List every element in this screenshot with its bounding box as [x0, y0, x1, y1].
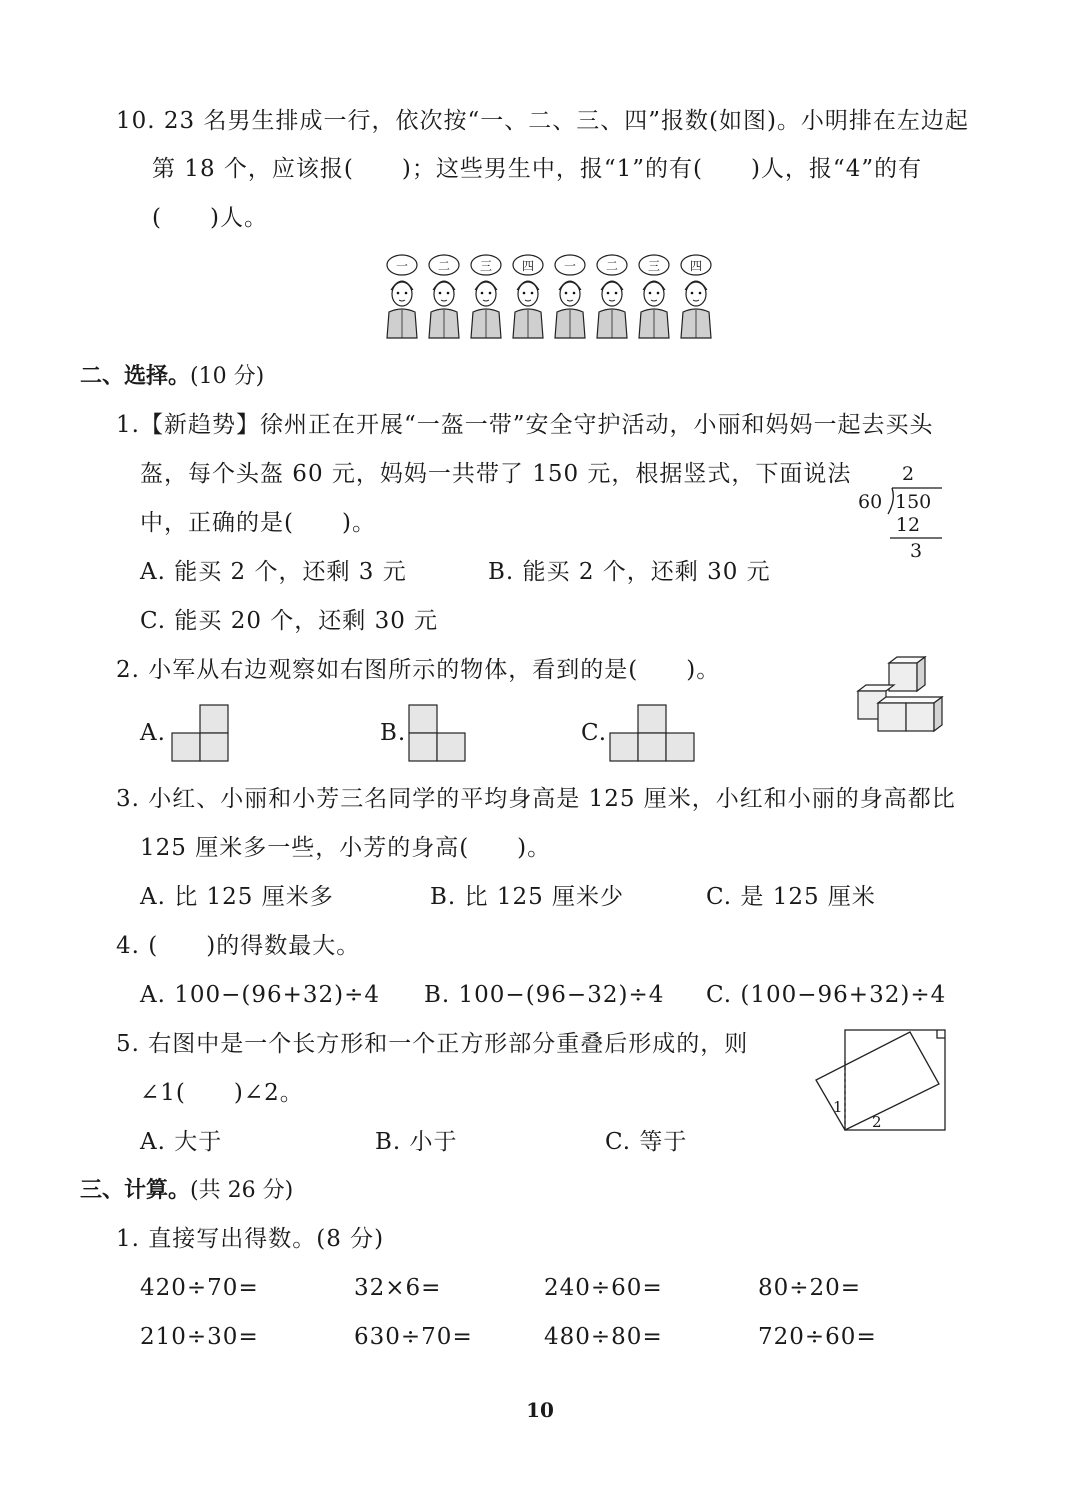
s2-q2-option-c[interactable]: C. [581, 720, 608, 746]
bubble-label: 四 [689, 259, 703, 273]
angle-1-label: 1 [833, 1098, 843, 1116]
page-number: 10 [526, 1398, 554, 1422]
s2-q1-option-a[interactable]: A. 能买 2 个，还剩 3 元 [140, 559, 407, 585]
s2-q1-option-c[interactable]: C. 能买 20 个，还剩 30 元 [140, 608, 439, 634]
angle-2-label: 2 [872, 1113, 882, 1131]
calc-item: 630÷70= [354, 1324, 473, 1350]
s2-q1-line2: 盔，每个头盔 60 元，妈妈一共带了 150 元，根据竖式，下面说法 [140, 461, 852, 487]
bubble-label: 一 [395, 259, 409, 273]
section2-score: (10 分) [190, 364, 265, 389]
s2-q4-line1: 4. ( )的得数最大。 [116, 933, 361, 959]
overlap-rectangle-square-figure [812, 1026, 952, 1136]
s2-q1-option-b[interactable]: B. 能买 2 个，还剩 30 元 [488, 559, 771, 585]
boy-figure [639, 255, 669, 338]
boy-figure [681, 255, 711, 338]
bubble-label: 四 [521, 259, 535, 273]
s2-q5-option-c[interactable]: C. 等于 [605, 1129, 688, 1155]
bubble-label: 三 [647, 259, 661, 273]
s2-q1-line3: 中，正确的是( )。 [140, 510, 376, 536]
division-quotient: 2 [901, 463, 915, 485]
boy-figure [597, 255, 627, 338]
s2-q4-option-c[interactable]: C. (100−96+32)÷4 [706, 982, 947, 1008]
s2-q3-option-c[interactable]: C. 是 125 厘米 [706, 884, 876, 910]
boys-illustration [380, 250, 720, 342]
bubble-label: 一 [563, 259, 577, 273]
option-c-view-shape[interactable] [609, 703, 699, 763]
s2-q5-line2: ∠1( )∠2。 [140, 1080, 304, 1106]
boy-figure [387, 255, 417, 338]
calc-item: 720÷60= [758, 1324, 877, 1350]
s3-q1-title: 1. 直接写出得数。(8 分) [116, 1226, 385, 1252]
bubble-label: 二 [437, 259, 451, 273]
section3-heading [80, 1176, 293, 1206]
s2-q2-option-a[interactable]: A. [140, 720, 166, 746]
boy-figure [513, 255, 543, 338]
s2-q5-option-a[interactable]: A. 大于 [140, 1129, 223, 1155]
s2-q2-option-b[interactable]: B. [380, 720, 407, 746]
section2-heading [80, 362, 264, 392]
s2-q3-option-a[interactable]: A. 比 125 厘米多 [140, 884, 334, 910]
s2-q1-line1: 1.【新趋势】徐州正在开展“一盔一带”安全守护活动，小丽和妈妈一起去买头 [116, 412, 934, 438]
calc-item: 32×6= [354, 1275, 442, 1301]
calc-item: 240÷60= [544, 1275, 663, 1301]
s2-q3-line1: 3. 小红、小丽和小芳三名同学的平均身高是 125 厘米，小红和小丽的身高都比 [116, 786, 956, 812]
section3-title: 三、计算。 [80, 1178, 191, 1203]
bubble-label: 三 [479, 259, 493, 273]
s2-q4-option-b[interactable]: B. 100−(96−32)÷4 [424, 982, 665, 1008]
division-dividend: 150 [895, 491, 932, 513]
division-remainder: 3 [909, 540, 923, 562]
section2-title: 二、选择。 [80, 364, 191, 389]
s2-q2-line1: 2. 小军从右边观察如右图所示的物体，看到的是( )。 [116, 657, 721, 683]
boy-figure [471, 255, 501, 338]
q10-line2: 第 18 个，应该报( )；这些男生中，报“1”的有( )人，报“4”的有 [152, 156, 923, 182]
section3-score: (共 26 分) [190, 1178, 294, 1203]
s2-q3-line2: 125 厘米多一些，小芳的身高( )。 [140, 835, 552, 861]
option-a-view-shape[interactable] [171, 703, 231, 763]
s2-q5-option-b[interactable]: B. 小于 [375, 1129, 458, 1155]
calc-item: 480÷80= [544, 1324, 663, 1350]
long-division-figure [850, 458, 950, 568]
s2-q4-option-a[interactable]: A. 100−(96+32)÷4 [140, 982, 381, 1008]
calc-item: 420÷70= [140, 1275, 259, 1301]
s2-q3-option-b[interactable]: B. 比 125 厘米少 [430, 884, 625, 910]
calc-item: 210÷30= [140, 1324, 259, 1350]
cube-stack-figure [855, 655, 950, 740]
boy-figure [555, 255, 585, 338]
boy-figure [429, 255, 459, 338]
bubble-label: 二 [605, 259, 619, 273]
calc-item: 80÷20= [758, 1275, 862, 1301]
option-b-view-shape[interactable] [408, 703, 468, 763]
division-product: 12 [895, 514, 921, 536]
q10-line1: 10. 23 名男生排成一行，依次按“一、二、三、四”报数(如图)。小明排在左边起 [116, 108, 969, 134]
q10-line3: ( )人。 [152, 205, 268, 231]
s2-q5-line1: 5. 右图中是一个长方形和一个正方形部分重叠后形成的，则 [116, 1031, 749, 1057]
division-divisor: 60 [858, 491, 883, 513]
